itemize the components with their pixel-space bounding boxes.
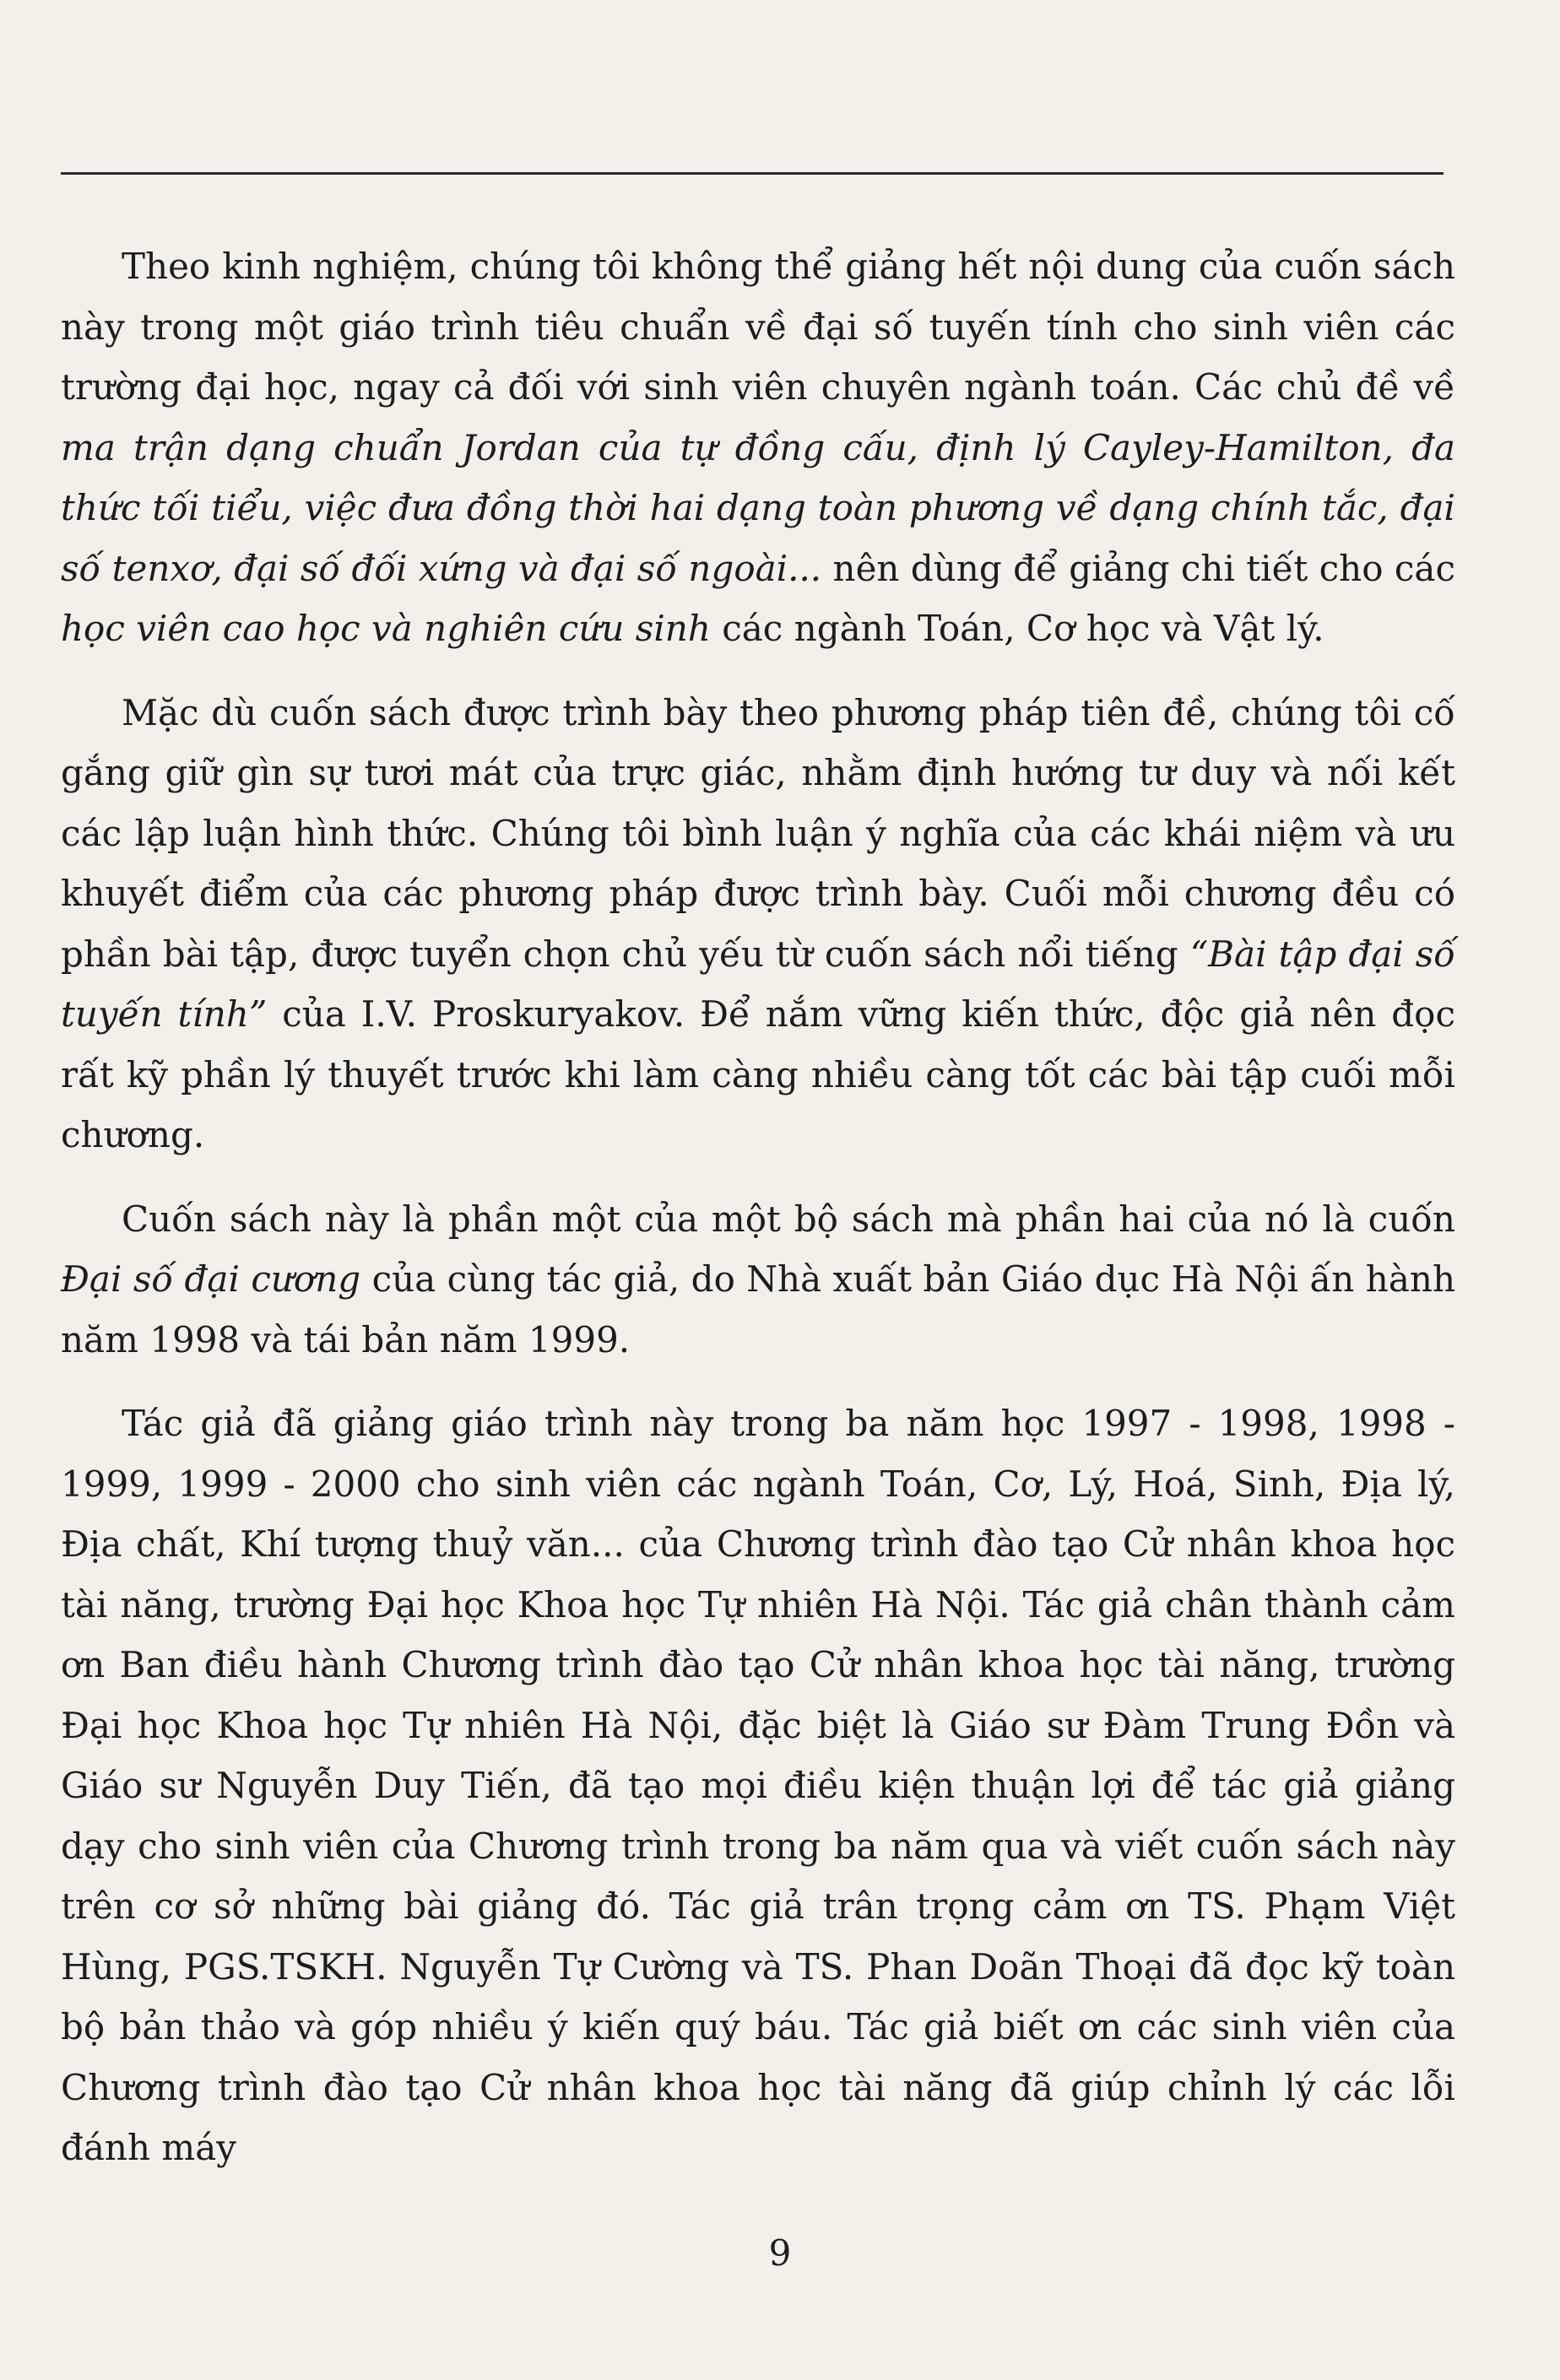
text-segment: các ngành Toán, Cơ học và Vật lý. [710,608,1324,649]
paragraph-1 [61,236,1455,659]
text-segment: Theo kinh nghiệm, chúng tôi không thể giảng hết nội dung của cuốn sách này trong một giáo trình tiêu chuẩn về đại số tuyến tính cho sinh viên các trường đại học, ngay cả đối với sinh viên chuyên ngành toán. Các chủ đề về [61,246,1455,408]
paragraph-3 [61,1189,1455,1371]
italic-segment: ma trận dạng chuẩn Jordan của tự đồng cấu, định lý Cayley-Hamilton, đa thức tối tiểu, việc đưa đồng thời hai dạng toàn phương về dạng chính tắc, đại số tenxơ, đại số đối xứng và đại số ngoài... [61,426,1455,589]
paragraph-2 [61,683,1455,1166]
text-segment: Tác giả đã giảng giáo trình này trong ba năm học 1997 - 1998, 1998 - 1999, 1999 - 2000 cho sinh viên các ngành Toán, Cơ, Lý, Hoá, Sinh, Địa lý, Địa chất, Khí tượng thuỷ văn... của Chương trình đào tạo Cử nhân khoa học tài năng, trường Đại học Khoa học Tự nhiên Hà Nội. Tác giả chân thành cảm ơn Ban điều hành Chương trình đào tạo Cử nhân khoa học tài năng, trường Đại học Khoa học Tự nhiên Hà Nội, đặc biệt là Giáo sư Đàm Trung Đồn và Giáo sư Nguyễn Duy Tiến, đã tạo mọi điều kiện thuận lợi để tác giả giảng dạy cho sinh viên của Chương trình trong ba năm qua và viết cuốn sách này trên cơ sở những bài giảng đó. Tác giả trân trọng cảm ơn TS. Phạm Việt Hùng, PGS.TSKH. Nguyễn Tự Cường và TS. Phan Doãn Thoại đã đọc kỹ toàn bộ bản thảo và góp nhiều ý kiến quý báu. Tác giả biết ơn các sinh viên của Chương trình đào tạo Cử nhân khoa học tài năng đã giúp chỉnh lý các lỗi đánh máy [61,1403,1455,2168]
text-segment: Mặc dù cuốn sách được trình bày theo phương pháp tiên đề, chúng tôi cố gắng giữ gìn sự tươi mát của trực giác, nhằm định hướng tư duy và nối kết các lập luận hình thức. Chúng tôi bình luận ý nghĩa của các khái niệm và ưu khuyết điểm của các phương pháp được trình bày. Cuối mỗi chương đều có phần bài tập, được tuyển chọn chủ yếu từ cuốn sách nổi tiếng [61,691,1455,975]
text-segment: Cuốn sách này là phần một của một bộ sách mà phần hai của nó là cuốn [122,1198,1455,1240]
italic-segment: Đại số đại cương [61,1258,361,1300]
text-segment: của cùng tác giả, do Nhà xuất bản Giáo dục Hà Nội ấn hành năm 1998 và tái bản năm 1999. [61,1258,1455,1360]
paragraph-4 [61,1393,1455,2178]
italic-segment: học viên cao học và nghiên cứu sinh [61,608,711,649]
page-number: 9 [768,2232,792,2274]
text-segment: nên dùng để giảng chi tiết cho các [821,547,1455,589]
italic-segment: “Bài tập đại số tuyến tính” [61,933,1456,1035]
body-text [61,236,1455,2178]
text-segment: của I.V. Proskuryakov. Để nắm vững kiến thức, độc giả nên đọc rất kỹ phần lý thuyết trước khi làm càng nhiều càng tốt các bài tập cuối mỗi chương. [61,993,1455,1155]
header-rule [61,172,1444,175]
